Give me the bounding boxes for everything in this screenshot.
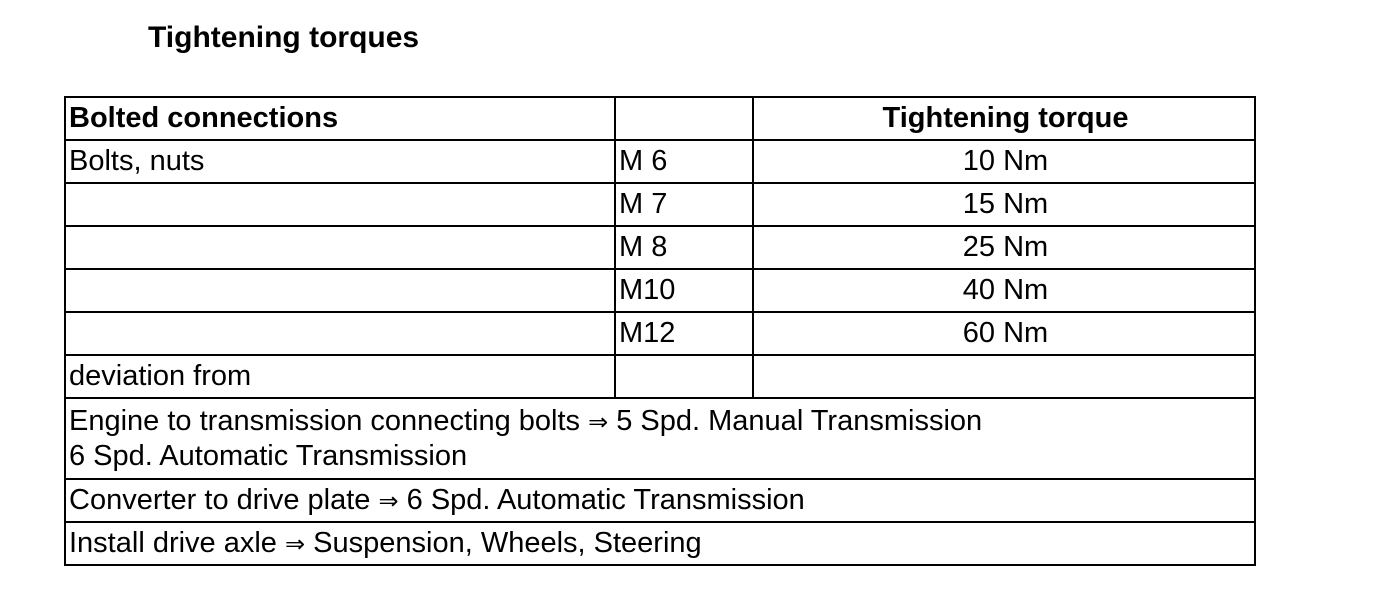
row-size: M12 (615, 312, 753, 355)
note-text: Engine to transmission connecting bolts (69, 405, 589, 437)
row-size: M10 (615, 269, 753, 312)
table-header-row (65, 97, 1255, 140)
note-row-converter (65, 479, 1255, 522)
row-torque (753, 355, 1255, 398)
row-label (65, 226, 615, 269)
row-torque: 40 Nm (753, 269, 1255, 312)
note-row-engine-transmission (65, 398, 1255, 479)
row-size (615, 355, 753, 398)
row-torque: 15 Nm (753, 183, 1255, 226)
table-row (65, 269, 1255, 312)
right-arrow-icon: ⇒ (285, 530, 306, 559)
cross-reference-link[interactable]: 6 Spd. Automatic Transmission (398, 484, 805, 517)
row-size: M 8 (615, 226, 753, 269)
table-row (65, 226, 1255, 269)
table-row (65, 183, 1255, 226)
header-tightening-torque: Tightening torque (753, 97, 1255, 140)
note-cell (65, 522, 1255, 565)
row-torque: 60 Nm (753, 312, 1255, 355)
row-label: Bolts, nuts (65, 140, 615, 183)
page-title: Tightening torques (148, 21, 420, 54)
note-cell (65, 479, 1255, 522)
note-line (69, 404, 1254, 439)
row-label (65, 269, 615, 312)
row-label (65, 183, 615, 226)
table-row (65, 312, 1255, 355)
row-torque: 10 Nm (753, 140, 1255, 183)
tightening-torque-table (64, 96, 1256, 566)
note-text: Converter to drive plate (69, 484, 379, 517)
cross-reference-link[interactable]: Suspension, Wheels, Steering (305, 527, 702, 560)
table-row (65, 140, 1255, 183)
cross-reference-link[interactable]: 6 Spd. Automatic Transmission (69, 439, 468, 472)
right-arrow-icon: ⇒ (378, 487, 399, 516)
row-label: deviation from (65, 355, 615, 398)
row-label (65, 312, 615, 355)
right-arrow-icon: ⇒ (588, 408, 609, 436)
row-size: M 6 (615, 140, 753, 183)
note-row-drive-axle (65, 522, 1255, 565)
header-size (615, 97, 753, 140)
note-cell (65, 398, 1255, 479)
cross-reference-link[interactable]: 5 Spd. Manual Transmission (608, 405, 983, 437)
note-text: Install drive axle (69, 527, 285, 560)
row-torque: 25 Nm (753, 226, 1255, 269)
table-row (65, 355, 1255, 398)
row-size: M 7 (615, 183, 753, 226)
header-bolted-connections: Bolted connections (65, 97, 615, 140)
